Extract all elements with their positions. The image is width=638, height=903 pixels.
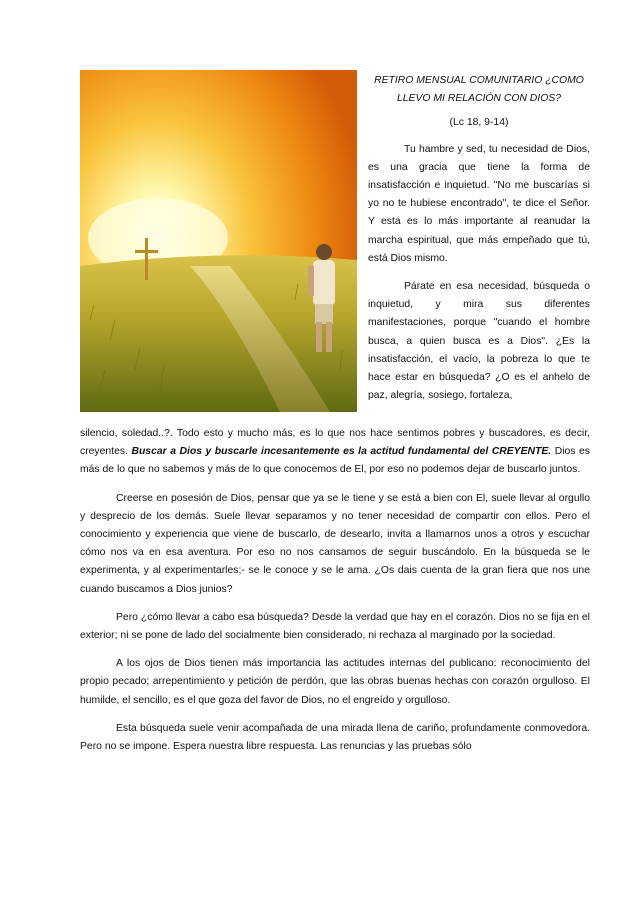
bible-reference: (Lc 18, 9-14) (449, 117, 509, 129)
main-text (80, 425, 590, 766)
side-paragraph-2: Párate en esa necesidad, búsqueda o inquietud, y mira sus diferentes manifestaciones, porque "cuando el hombre busca, a quien busca es a Dios". ¿Es la insatisfacción, el vacío, la pobreza lo que te hace estar en búsqueda? ¿O es el anhelo de paz, alegría, sosiego, fortaleza, (368, 281, 590, 402)
photo-illustration (80, 70, 357, 412)
paragraph-4: Esta búsqueda suele venir acompañada de una mirada llena de cariño, profundamente conmovedora. Pero no se impone. Espera nuestra libre respuesta. Las renuncias y las pruebas sólo (80, 722, 590, 753)
continuation-text-1: silencio, soledad..?. Todo esto y mucho más, es lo que nos hace sentimos pobres y buscadores, es decir, creyentes. (80, 428, 590, 458)
side-paragraph-1: Tu hambre y sed, tu necesidad de Dios, es una gracia que tiene la forma de insatisfacción e inquietud. "No me buscarías si yo no te hubiese encontrado", te dice el Señor. Y esta es lo más importante al reanudar la marcha espiritual, que más empeñado que tú, está Dios mismo. (368, 143, 590, 264)
paragraph-1: Creerse en posesión de Dios, pensar que ya se le tiene y se está a bien con El, suele llevar al orgullo y desprecio de los demás. Suele llevar separamos y no tener necesidad de compartir con ellos. Pero el conocimiento y experiencia que viene de buscarlo, de desearlo, invita a llamarnos unos a otros y escuchar cómo nos va en esa aventura. Por eso no nos cansamos de seguir buscándolo. En la búsqueda se le experimenta, y al experimentarles;- se le conoce y se le ama. ¿Os dais cuenta de la gran fiera que nos une cuando buscamos a Dios junios? (80, 492, 590, 595)
continuation-text-2: Dios es más de lo que no sabemos y más de lo que conocemos de El, por eso no podemos dejar de buscarlo juntos. (80, 446, 590, 476)
continuation-paragraph (80, 425, 590, 480)
emphasis-text: Buscar a Dios y buscarle incesantemente es la actitud fundamental del CREYENTE. (131, 446, 552, 458)
paragraph-2: Pero ¿cómo llevar a cabo esa búsqueda? Desde la verdad que hay en el corazón. Dios no se fija en el exterior; ni se pone de lado del socialmente bien considerado, ni rechaza al marginado por la sociedad. (80, 611, 590, 642)
sunset-field-photo (80, 70, 357, 412)
document-title: RETIRO MENSUAL COMUNITARIO ¿COMO LLEVO MI RELACIÓN CON DIOS? (374, 75, 584, 105)
side-column (368, 72, 590, 415)
paragraph-3: A los ojos de Dios tienen más importancia las actitudes internas del publicano: reconocimiento del propio pecado; arrepentimiento y petición de perdón, que las obras buenas hechas con corazón orgulloso. El humilde, el sencillo, es el que goza del favor de Dios, no el engreído y orgulloso. (80, 658, 590, 706)
